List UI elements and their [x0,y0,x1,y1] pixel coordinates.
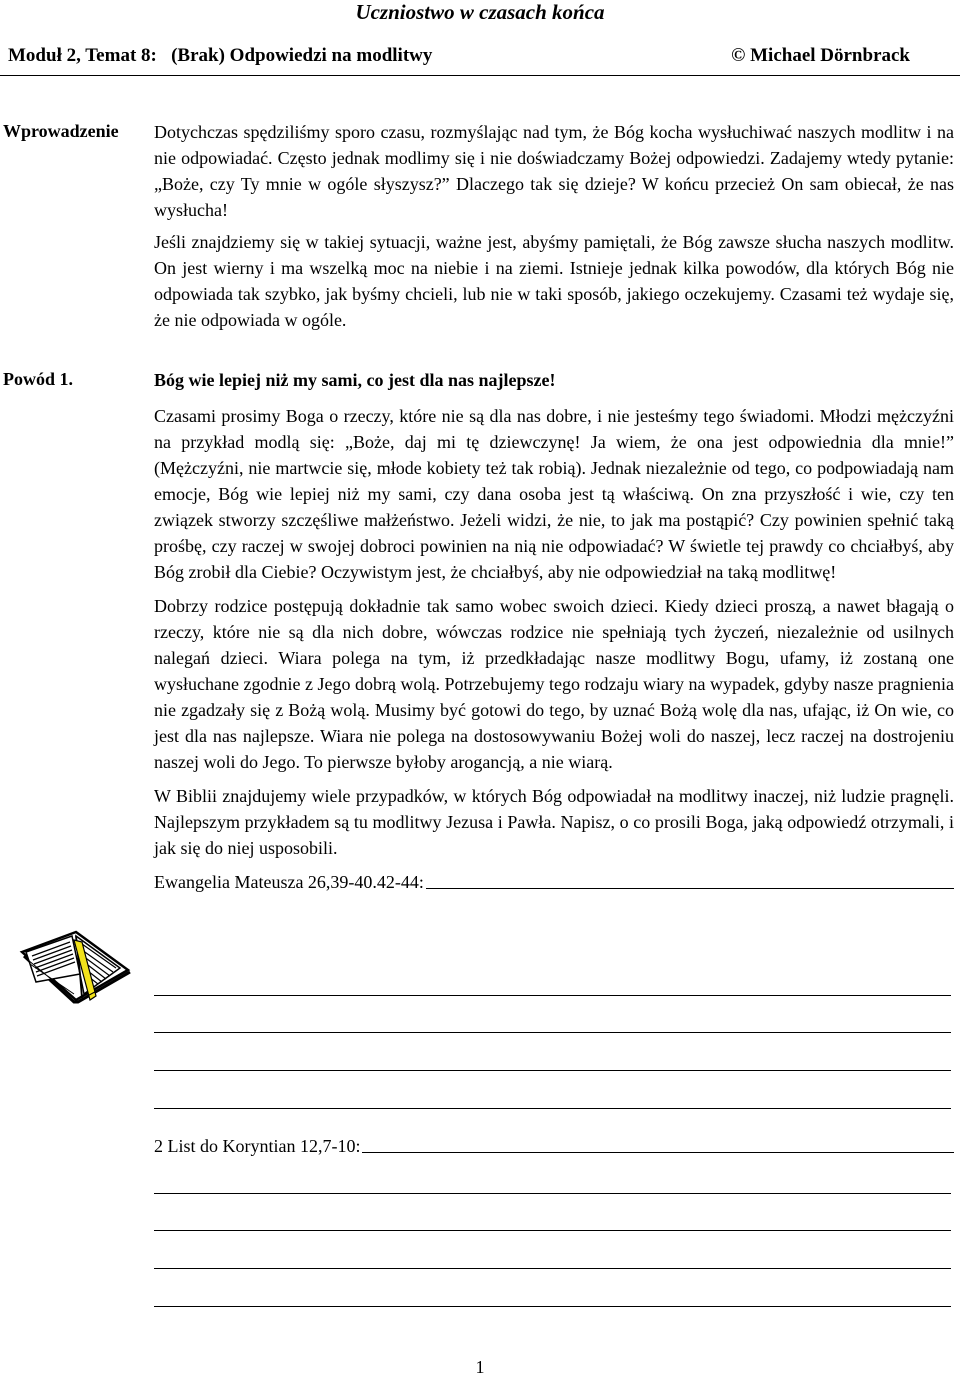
reason-1-paragraph-3: W Biblii znajdujemy wiele przypadków, w których Bóg odpowiadał na modlitwy inaczej, niż ludzie pragnęli. Najlepszym przykładem są tu modlitwy Jezusa i Pawła. Napisz, o co prosili Boga, jaką odpowiedź otrzymali, i jak się do niej usposobili. [154,786,954,858]
intro-paragraph-1: Dotychczas spędziliśmy sporo czasu, rozmyślając nad tym, że Bóg kocha wysłuchiwać naszych modlitw i na nie odpowiadać. Często jednak modlimy się i nie doświadczamy Bożej odpowiedzi. Zadajemy wtedy pytanie: „Boże, czy Ty mnie w ogóle słyszysz?” Dlaczego tak się dzieje? W końcu przecież On sam obiecał, że nas wysłucha! [154,122,954,220]
exercise-1-label: Ewangelia Mateusza 26,39-40.42-44: [154,872,424,892]
exercise-1-blank-line[interactable] [154,995,951,996]
book-left-page [26,936,80,982]
intro-label: Wprowadzenie [3,121,119,141]
exercise-2-blank-line[interactable] [154,1306,951,1307]
reason-1-paragraph-1: Czasami prosimy Boga o rzeczy, które nie są dla nas dobre, i nie jesteśmy tego świadomi. Młodzi mężczyźni na przykład modlą się: „Boże, daj mi tę dziewczynę! Ja wiem, że ona jest odpowiednia dla mnie!” (Mężczyźni, nie martwcie się, młode kobiety też tak robią). Jednak niezależnie od tego, co podpowiadają nam emocje, Bóg wie lepiej niż my sami, czy dana osoba jest tą właściwą. On zna przyszłość i wie, czy ten związek stworzy szczęśliwe małżeństwo. Jeżeli widzi, że nie, to jak ma postąpić? Czy powinien spełnić taką prośbę, czy raczej w swojej dobroci powinien na nią nie odpowiadać? W świetle tej prawdy co chciałbyś, aby Bóg zrobił dla Ciebie? Oczywistym jest, że chciałbyś, aby nie odpowiedział na taką modlitwę! [154,406,954,582]
reason-1-paragraph-2: Dobrzy rodzice postępują dokładnie tak samo wobec swoich dzieci. Kiedy dzieci proszą, a nawet błagają o rzeczy, które nie są dla nich dobre, wówczas rodzice nie spełniają tych życzeń, niezależnie od usilnych nalegań dzieci. Wiara polega na tym, iż przedkładając nasze modlitwy Bogu, ufamy, iż zostaną one wysłuchane zgodnie z Jego dobrą wolą. Potrzebujemy tego rodzaju wiary na wypadek, gdyby nasze pragnienia nie zgadzały się z Bożą wolą. Musimy być gotowi do tego, by uznać Bożą wolę dla nas, ufając, iż On wie, co jest dla nas najlepsze. Wiara nie polega na dostosowywaniu Bożej woli do naszej, lecz raczej na dostrojeniu naszej woli do Jego. To pierwsze byłoby arogancją, a nie wiarą. [154,596,954,772]
exercise-1-blank-line[interactable] [154,1032,951,1033]
exercise-1-blank-line[interactable] [154,1070,951,1071]
page-number: 1 [475,1357,485,1377]
exercise-2-section [154,1133,954,1159]
intro-paragraph-2: Jeśli znajdziemy się w takiej sytuacji, ważne jest, abyśmy pamiętali, że Bóg zawsze słucha naszych modlitw. On jest wierny i ma wszelką moc na niebie i na ziemi. Istnieje jednak kilka powodów, dla których Bóg nie odpowiada tak szybko, jak byśmy chcieli, lub nie w taki sposób, jakiego oczekujemy. Czasami też wydaje się, że nie odpowiada w ogóle. [154,232,954,330]
intro-section [154,119,954,333]
module-topic: Moduł 2, Temat 8: (Brak) Odpowiedzi na modlitwy [8,45,433,66]
reason-1-section [154,367,954,895]
header-divider [0,75,960,76]
reason-1-heading: Bóg wie lepiej niż my sami, co jest dla nas najlepsze! [154,370,556,390]
exercise-2-answer-line[interactable] [154,1133,954,1159]
exercise-2-blank-line[interactable] [154,1230,951,1231]
exercise-1-rule [426,888,954,889]
author-copyright: © Michael Dörnbrack [731,45,910,66]
course-title: Uczniostwo w czasach końca [355,0,605,24]
header-row [8,44,910,68]
open-bible-icon [16,922,134,1004]
exercise-2-blank-line[interactable] [154,1268,951,1269]
exercise-1-answer-line[interactable] [154,869,954,895]
reason-1-label: Powód 1. [3,369,74,389]
exercise-1-blank-line[interactable] [154,1108,951,1109]
exercise-2-rule [362,1152,954,1153]
exercise-2-blank-line[interactable] [154,1193,951,1194]
exercise-2-label: 2 List do Koryntian 12,7-10: [154,1136,361,1156]
